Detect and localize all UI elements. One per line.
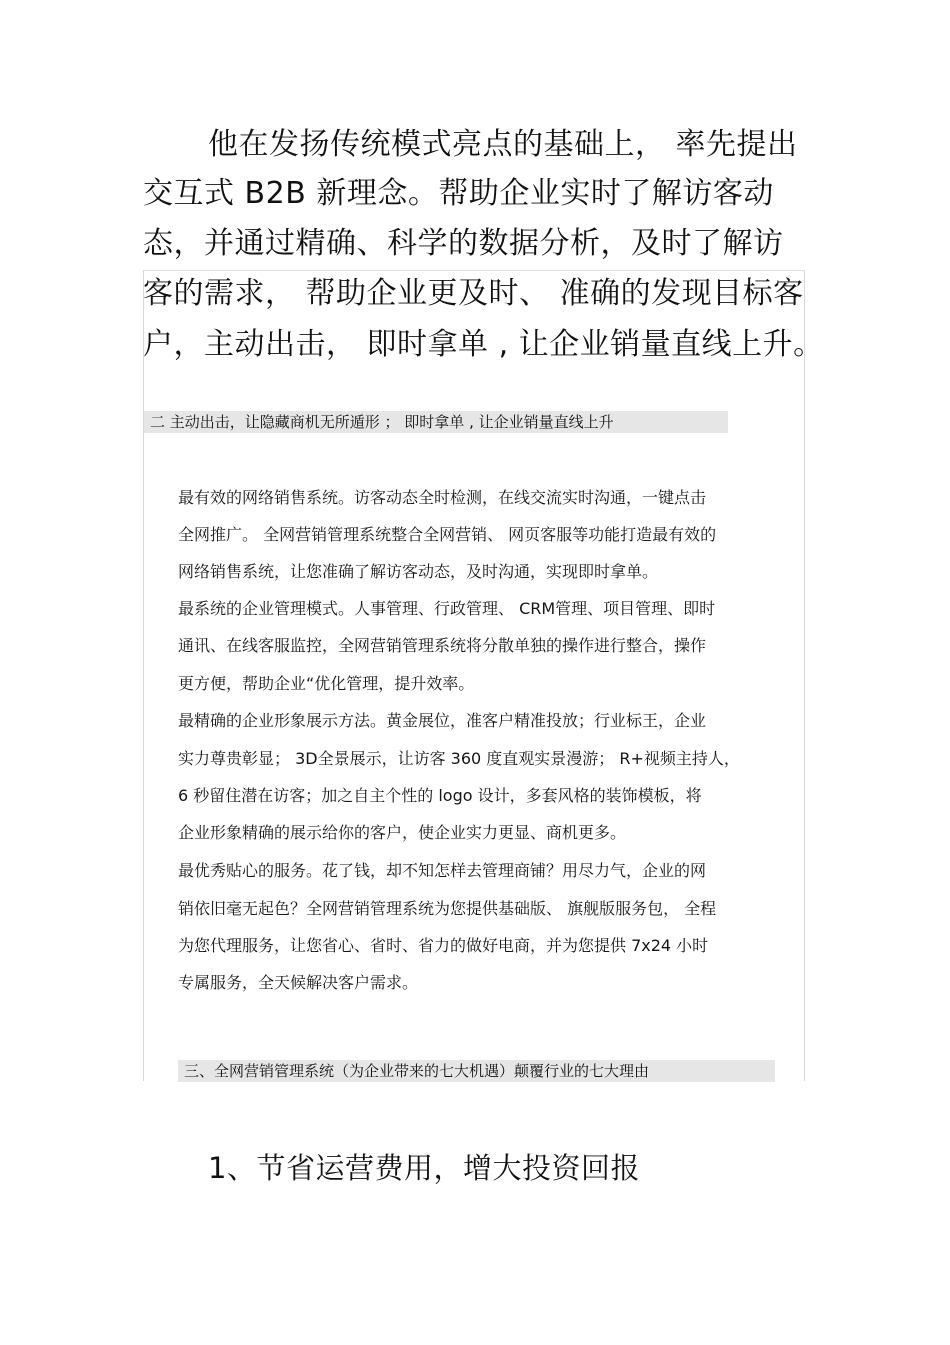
- body-line: 企业形象精确的展示给你的客户，使企业实力更显、商机更多。: [178, 823, 627, 842]
- body-line: 最有效的网络销售系统。访客动态全时检测，在线交流实时沟通，一键点击: [178, 488, 707, 507]
- body-line: 最系统的企业管理模式。人事管理、行政管理、 CRM管理、项目管理、即时: [178, 599, 716, 618]
- intro-line-1: 他在发扬传统模式亮点的基础上， 率先提出: [208, 127, 798, 162]
- body-line: 销依旧毫无起色？全网营销管理系统为您提供基础版、 旗舰版服务包， 全程: [178, 899, 717, 918]
- intro-line-4: 客的需求， 帮助企业更及时、 准确的发现目标客: [143, 276, 804, 311]
- body-line: 为您代理服务，让您省心、省时、省力的做好电商，并为您提供 7x24 小时: [178, 936, 709, 955]
- section-3-heading: 三、全网营销管理系统（为企业带来的七大机遇）颠覆行业的七大理由: [178, 1060, 775, 1082]
- body-line: 最优秀贴心的服务。花了钱，却不知怎样去管理商铺？用尽力气，企业的网: [178, 861, 707, 880]
- body-line: 通讯、在线客服监控，全网营销管理系统将分散单独的操作进行整合，操作: [178, 636, 707, 655]
- intro-line-3: 态，并通过精确、科学的数据分析，及时了解访: [143, 226, 784, 261]
- section-2-heading: 二 主动出击，让隐藏商机无所遁形 ； 即时拿单 , 让企业销量直线上升: [144, 411, 728, 433]
- intro-line-2: 交互式 B2B 新理念。帮助企业实时了解访客动: [143, 176, 774, 211]
- intro-line-5: 户，主动出击， 即时拿单 , 让企业销量直线上升。: [143, 327, 824, 362]
- body-line: 6 秒留住潜在访客；加之自主个性的 logo 设计，多套风格的装饰模板，将: [178, 786, 702, 805]
- body-line: 实力尊贵彰显； 3D全景展示，让访客 360 度直观实景漫游； R+视频主持人，: [178, 749, 740, 768]
- body-line: 专属服务，全天候解决客户需求。: [178, 973, 419, 992]
- body-line: 网络销售系统，让您准确了解访客动态，及时沟通，实现即时拿单。: [178, 562, 659, 581]
- section-1-title: 1、节省运营费用，增大投资回报: [208, 1151, 640, 1185]
- body-line: 全网推广。 全网营销管理系统整合全网营销、 网页客服等功能打造最有效的: [178, 525, 717, 544]
- body-line: 更方便，帮助企业“优化管理，提升效率。: [178, 674, 475, 693]
- body-line: 最精确的企业形象展示方法。黄金展位，准客户精准投放；行业标王，企业: [178, 711, 707, 730]
